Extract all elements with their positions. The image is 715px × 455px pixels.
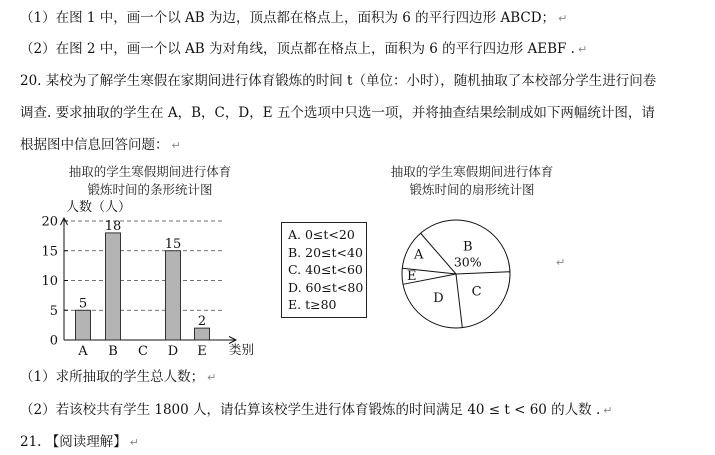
x-tick-label-b: B xyxy=(108,344,118,359)
sub-question-2-text: （2）若该校共有学生 1800 人，请估算该校学生进行体育锻炼的时间满足 40 ≤ t < 60 的人数 . xyxy=(20,402,601,418)
data-label-b: 18 xyxy=(104,218,122,234)
problem-20-line-3-text: 根据图中信息回答问题： xyxy=(20,137,169,153)
legend-item-c: C. 40≤t<60 xyxy=(288,262,363,277)
y-tick-label: 10 xyxy=(41,274,58,289)
sub-question-1-text: （1）求所抽取的学生总人数； xyxy=(20,369,205,385)
pie-label-c: C xyxy=(471,284,482,300)
data-label-e: 2 xyxy=(197,314,207,330)
return-mark-icon: ↵ xyxy=(207,371,217,384)
y-tick-label: 20 xyxy=(41,214,58,230)
pie-chart-title-line-2: 锻炼时间的扇形统计图 xyxy=(409,182,535,197)
y-tick-label: 15 xyxy=(41,244,58,260)
pie-chart-title-line-1: 抽取的学生寒假期间进行体育 xyxy=(390,164,554,179)
return-mark-icon: ↵ xyxy=(603,404,613,417)
legend-item-b: B. 20≤t<40 xyxy=(288,244,363,260)
pie-label-b: B xyxy=(462,239,473,255)
question-line-1-text: （1）在图 1 中，画一个以 AB 为边，顶点都在格点上，面积为 6 的平行四边形 ABCD； xyxy=(20,10,556,26)
sub-question-2 xyxy=(20,401,612,420)
legend-item-e: E. t≥80 xyxy=(288,297,337,312)
return-mark-icon: ↵ xyxy=(171,139,181,152)
problem-20-line-1-text: 20. 某校为了解学生寒假在家期间进行体育锻炼的时间 t（单位：小时），随机抽取了本校部分学生进行问卷 xyxy=(20,73,657,89)
pie-label-d: D xyxy=(433,290,444,306)
y-tick-label: 0 xyxy=(49,333,58,349)
problem-21-heading xyxy=(20,433,139,452)
y-axis-label: 人数（人） xyxy=(66,200,132,215)
legend-item-a: A. 0≤t<20 xyxy=(288,227,355,242)
pie-percent-b: 30% xyxy=(453,254,482,270)
x-axis-label: 类别 xyxy=(229,342,255,357)
data-label-a: 5 xyxy=(78,296,88,312)
legend-item-d: D. 60≤t<80 xyxy=(288,279,364,295)
bar-chart-title-line-1: 抽取的学生寒假期间进行体育 xyxy=(68,164,232,179)
x-tick-label-c: C xyxy=(138,344,148,359)
sub-question-1 xyxy=(20,368,216,387)
problem-21-heading-text: 21. 【阅读理解】 xyxy=(20,434,127,450)
pie-label-a: A xyxy=(413,247,424,263)
problem-20-line-2-text: 调查. 要求抽取的学生在 A，B，C，D，E 五个选项中只选一项，并将抽查结果绘制成如下两幅统计图，请 xyxy=(20,105,655,121)
question-line-2-text: （2）在图 2 中，画一个以 AB 为对角线，顶点都在格点上，面积为 6 的平行四边形 AEBF . xyxy=(20,41,575,57)
pie-label-e: E xyxy=(407,268,417,284)
x-tick-label-d: D xyxy=(167,344,179,359)
return-mark-icon: ↵ xyxy=(558,12,568,25)
y-tick-label: 5 xyxy=(49,303,58,319)
return-mark-icon: ↵ xyxy=(577,43,588,56)
x-tick-label-e: E xyxy=(197,344,207,359)
data-label-d: 15 xyxy=(164,236,182,252)
return-mark-icon: ↵ xyxy=(129,436,139,449)
x-tick-label-a: A xyxy=(78,344,88,359)
bar-chart-title-line-2: 锻炼时间的条形统计图 xyxy=(87,182,213,197)
return-mark-icon: ↵ xyxy=(556,256,566,269)
